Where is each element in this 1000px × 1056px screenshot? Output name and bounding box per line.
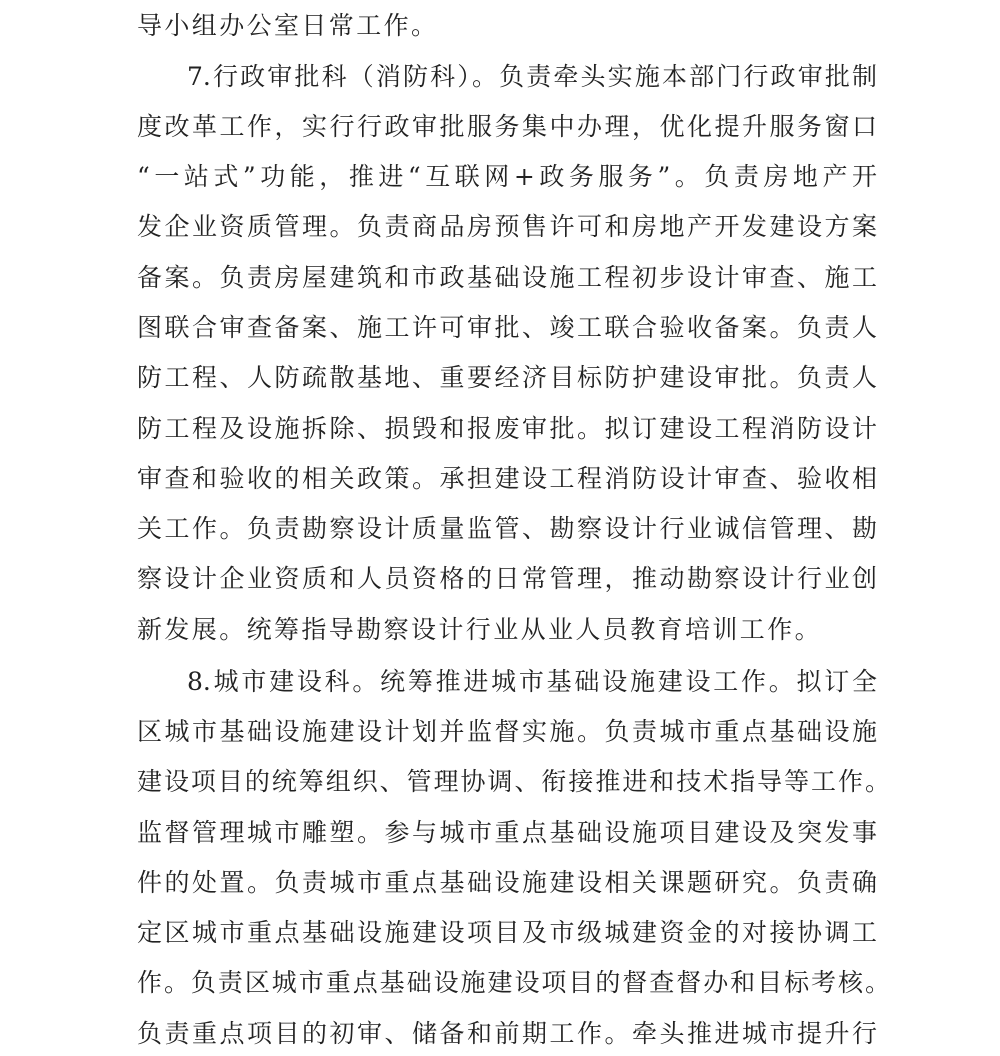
paragraph-line: 导小组办公室日常工作。	[137, 11, 439, 40]
paragraph-line: 负责重点项目的初审、储备和前期工作。牵头推进城市提升行	[137, 1019, 877, 1048]
section-heading-line: 8.城市建设科。统筹推进城市基础设施建设工作。拟订全	[187, 667, 877, 696]
paragraph-line: 防工程、人防疏散基地、重要经济目标防护建设审批。负责人	[137, 363, 877, 392]
paragraph-line: 建设项目的统筹组织、管理协调、衔接推进和技术指导等工作。	[137, 767, 890, 796]
paragraph-line: 件的处置。负责城市重点基础设施建设相关课题研究。负责确	[137, 868, 877, 897]
paragraph-line: 关工作。负责勘察设计质量监管、勘察设计行业诚信管理、勘	[137, 514, 877, 543]
paragraph-line: 审查和验收的相关政策。承担建设工程消防设计审查、验收相	[137, 464, 877, 493]
paragraph-line: 防工程及设施拆除、损毁和报废审批。拟订建设工程消防设计	[137, 414, 877, 443]
paragraph-line: 备案。负责房屋建筑和市政基础设施工程初步设计审查、施工	[137, 263, 877, 292]
paragraph-line: 监督管理城市雕塑。参与城市重点基础设施项目建设及突发事	[137, 818, 877, 847]
paragraph-line: 作。负责区城市重点基础设施建设项目的督查督办和目标考核。	[137, 968, 890, 997]
paragraph-line: 区城市基础设施建设计划并监督实施。负责城市重点基础设施	[137, 717, 877, 746]
paragraph-line: 察设计企业资质和人员资格的日常管理，推动勘察设计行业创	[137, 564, 877, 593]
paragraph-line: “一站式”功能，推进“互联网+政务服务”。负责房地产开	[137, 162, 877, 191]
paragraph-line: 图联合审查备案、施工许可审批、竣工联合验收备案。负责人	[137, 313, 877, 342]
paragraph-line: 度改革工作，实行行政审批服务集中办理，优化提升服务窗口	[137, 112, 877, 141]
paragraph-line: 新发展。统筹指导勘察设计行业从业人员教育培训工作。	[137, 615, 823, 644]
paragraph-line: 发企业资质管理。负责商品房预售许可和房地产开发建设方案	[137, 212, 877, 241]
section-heading-line: 7.行政审批科（消防科）。负责牵头实施本部门行政审批制	[187, 62, 877, 91]
paragraph-line: 定区城市重点基础设施建设项目及市级城建资金的对接协调工	[137, 918, 877, 947]
